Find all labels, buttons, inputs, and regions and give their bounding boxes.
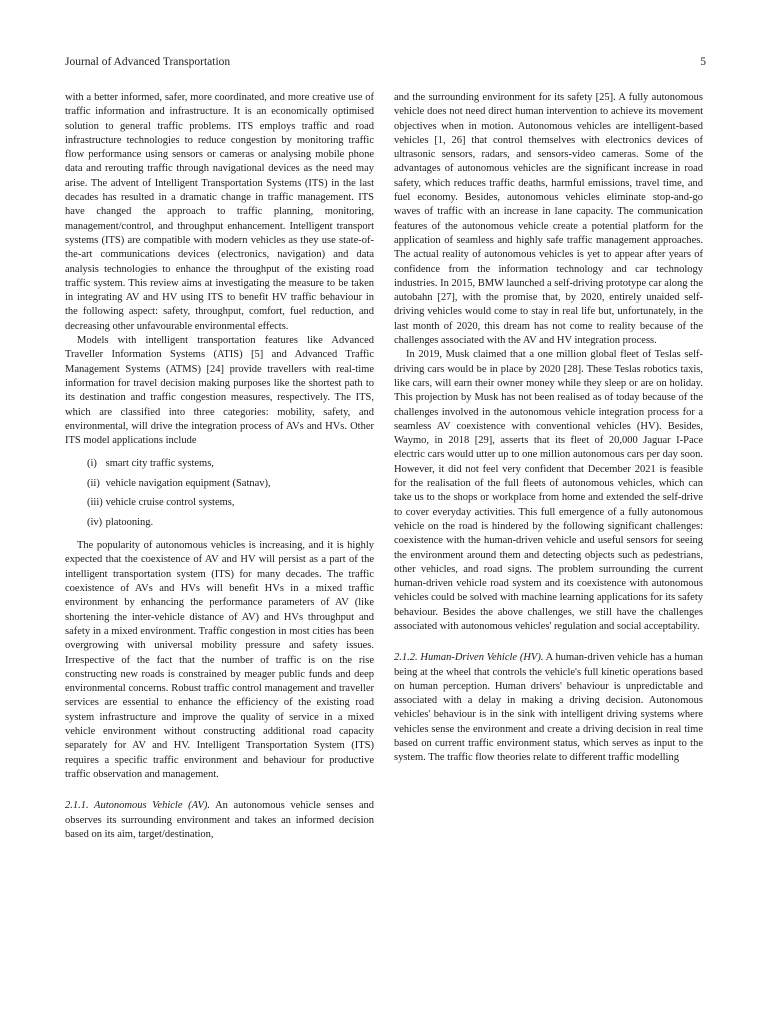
page-number: 5 xyxy=(700,56,706,68)
section-2-1-1 xyxy=(65,799,374,842)
section-2-1-2 xyxy=(394,651,703,765)
body-paragraph: The popularity of autonomous vehicles is increasing, and it is highly expected that the coexistence of AV and HV will persist as a part of the intelligent transportation system (ITS) for many decades. The traffic coexistence of AVs and HVs will benefit HVs in a mixed traffic environment by enhancing the performance parameters of AV (like shortening the inter-vehicle distance of AV) and HVs throughput and safety in a mixed environment. Traffic congestion in most cities has been overgrowing with universal mobility pressure and safety issues. Irrespective of the fact that the number of traffic is on the rise constructing new roads is constrained by meager public funds and deep environmental concerns. Robust traffic control management and traveller services are essential to enhance the efficiency of the existing road system infrastructure and improve the quality of service in a mixed vehicle environment without constructing additional road capacity separately for AV and HV. Intelligent Transportation System (ITS) requires a specific traffic environment and behaviour for productive traffic observation and management. xyxy=(65,540,374,780)
journal-title: Journal of Advanced Transportation xyxy=(65,56,231,68)
list-item xyxy=(87,496,374,510)
body-paragraph: Models with intelligent transportation features like Advanced Traveller Information Systems (ATIS) [5] and Advanced Traffic Management Systems (ATMS) [24] provide travellers with real-time information for travel decision making purposes like the shortest path to its destination and traffic congestion measures, respectively. The ITS, which are classified into three categories: mobility, safety, and environmental, will drive the integration process of AVs and HVs. Other ITS model applications include xyxy=(65,335,374,447)
its-applications-list xyxy=(65,457,374,530)
list-item-text: smart city traffic systems, xyxy=(105,458,214,470)
list-item-text: vehicle cruise control systems, xyxy=(105,497,235,509)
body-paragraph: and the surrounding environment for its safety [25]. A fully autonomous vehicle does not need direct human intervention to achieve its movement objectives when in motion. Autonomous vehicles are intelligent-based vehicles [1, 26] that control themselves with electronics devices of ultrasonic sensors, radars, and sensors-video cameras. Some of the advantages of autonomous vehicles are the significant increase in road safety, which reduces traffic deaths, harmful emissions, travel time, and fuel economy. Besides, autonomous vehicles eliminate stop-and-go waves of traffic with an increase in lane capacity. The communication features of the autonomous vehicle create a potential platform for the application of seamless and highly safe traffic management approaches. The actual reality of autonomous vehicles is yet to appear after years of confidence from the information technology and car technology industries. In 2015, BMW launched a self-driving prototype car along the autobahn [27], with the promise that, by 2020, entirely unaided self-driving vehicles would come to stay in real life but, unfortunately, in the last month of 2020, this dream has not come to reality because of the challenges associated with the AV and HV integration process. xyxy=(394,92,703,347)
list-item-text: vehicle navigation equipment (Satnav), xyxy=(105,477,271,489)
body-paragraph: In 2019, Musk claimed that a one million global fleet of Teslas self-driving cars would be in place by 2020 [28]. These Teslas robotics taxis, like cars, will earn their owner money while they sleep or are on holiday. This projection by Musk has not been realised as of today because of the challenges involved in the autonomous vehicle integration process for a seamless AV coexistence with conventional vehicles (HV). Besides, Waymo, in 2018 [29], asserts that its fleet of 20,000 Jaguar I-Pace electric cars would utter up to one million autonomous cars per day soon. However, it did not feel very confident that December 2021 is feasible for the realisation of the full fleets of autonomous vehicles, which can take us to the shops or workplace from home and extended the self-drive to cover everyday activities. This full emergence of a fully autonomous vehicle on the road is hindered by the following significant challenges: coexistence with the human-driven vehicle and useful sensors for seeing the environment around them and detecting objects such as pedestrians, other vehicles, and road signs. The problem surrounding the current human-driven vehicle road system and its coexistence with autonomous vehicles could be solved with machine learning applications for its safety behaviour. Besides the above challenges, we still have the challenges associated with autonomous vehicles' regulation and social acceptability. xyxy=(394,349,703,632)
body-paragraph: with a better informed, safer, more coordinated, and more creative use of traffic information and infrastructure. It is an economically optimised solution to general traffic problems. ITS employs traffic and road infrastructure technologies to reduce congestion by monitoring traffic flow performance using sensors or cameras or analysing mobile phone data and rerouting traffic through navigational devices as the need may arise. The advent of Intelligent Transportation Systems (ITS) in the last decades has resulted in a dramatic change in traffic management. ITS have changed the approach to traffic planning, monitoring, management/control, and throughput enhancement. Intelligent transport systems (ITS) are compatible with modern vehicles as they use state-of-the-art communications devices (electronics, navigation) and data analysis technologies to enhance the throughput of the existing road traffic system. This review aims at investigating the measure to be taken in integrating AV and HV using ITS to benefit HV traffic behaviour in the following aspect: safety, throughput, comfort, fuel reduction, and decreasing other unfavourable environmental effects. xyxy=(65,92,374,332)
running-header xyxy=(65,56,706,70)
section-text: An autonomous vehicle senses and observes its surrounding environment and takes an informed decision based on its aim, target/destination, xyxy=(65,800,374,840)
section-heading: 2.1.1. Autonomous Vehicle (AV). xyxy=(65,800,211,812)
list-item-number: (iv) xyxy=(87,516,103,528)
list-item xyxy=(87,477,374,491)
section-text: A human-driven vehicle has a human being at the wheel that controls the vehicle's full kinetic operations based on human perception. Human drivers' behaviour is unpredictable and associated with a delay in making a driving decision. Autonomous vehicles' behaviour is in the sink with intelligent driving systems where vehicles sense the environment and create a driving decision in real time based on current traffic environment status, which serves as input to the system. The traffic flow theories relate to different traffic modelling xyxy=(394,652,704,764)
list-item xyxy=(87,516,374,530)
section-heading: 2.1.2. Human-Driven Vehicle (HV). xyxy=(394,652,544,664)
list-item-number: (iii) xyxy=(87,497,103,509)
list-item-number: (i) xyxy=(87,458,97,470)
list-item-text: platooning. xyxy=(105,516,154,528)
list-item-number: (ii) xyxy=(87,477,100,489)
right-column xyxy=(394,91,703,766)
list-item xyxy=(87,457,374,471)
left-column xyxy=(65,91,374,842)
